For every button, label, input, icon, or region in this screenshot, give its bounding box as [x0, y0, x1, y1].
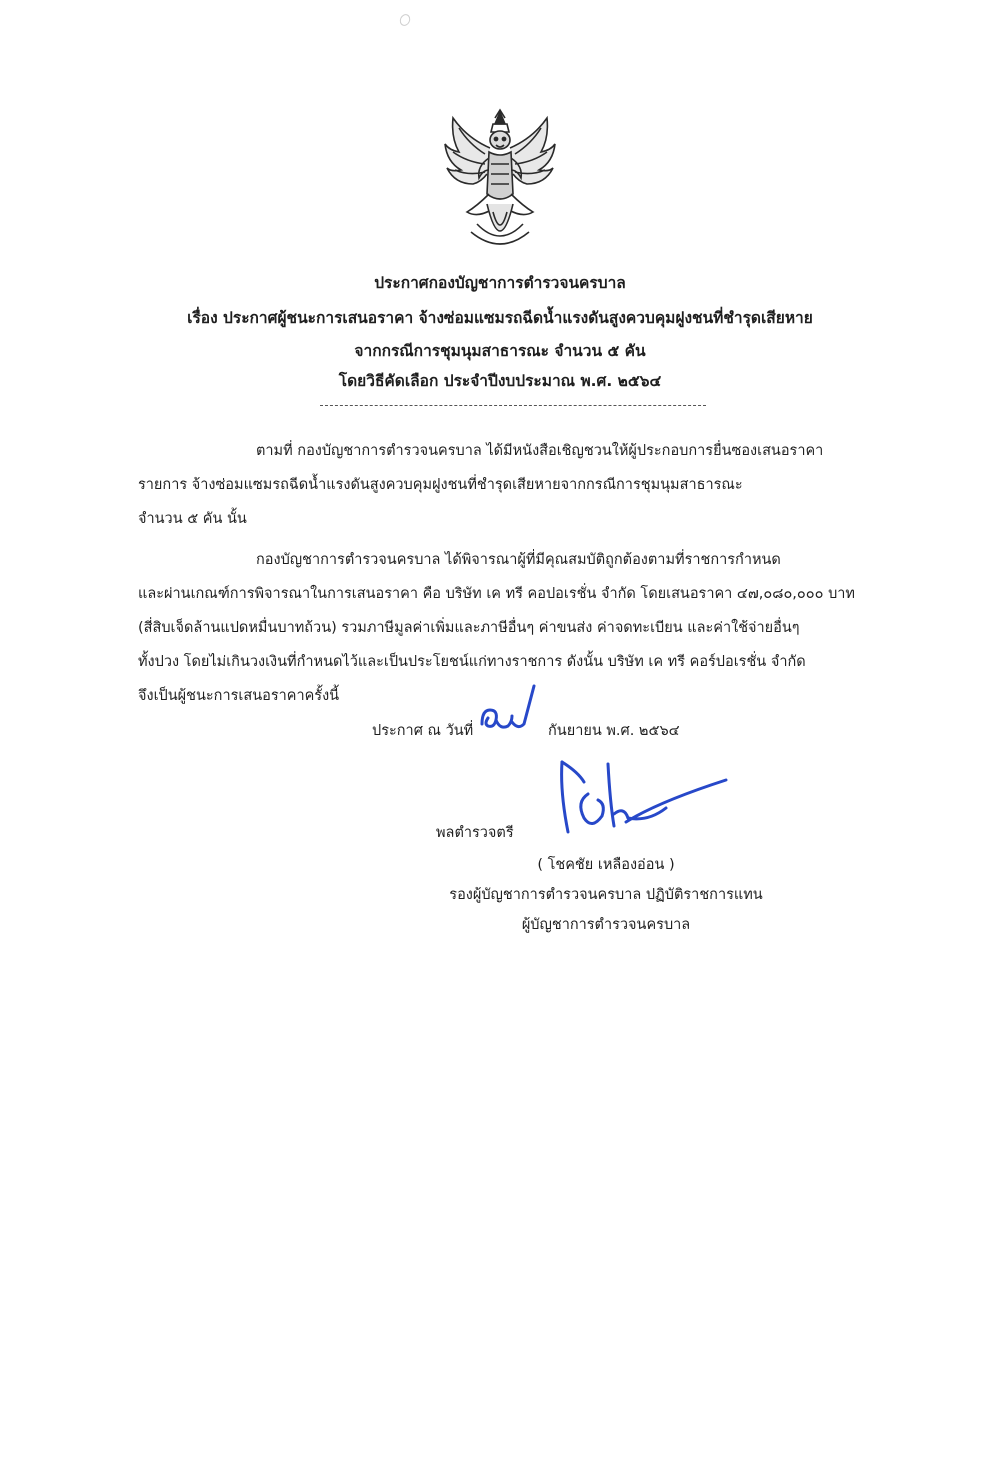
handwritten-day [478, 680, 548, 740]
paper-speck [398, 12, 412, 27]
announcement-subject-line2: จากกรณีการชุมนุมสาธารณะ จำนวน ๕ คัน [354, 342, 646, 360]
signer-rank: พลตำรวจตรี [436, 825, 514, 841]
paragraph-invitation [138, 434, 890, 536]
announcement-title: ประกาศกองบัญชาการตำรวจนครบาล [374, 274, 626, 292]
paragraph-line: (สี่สิบเจ็ดล้านแปดหมื่นบาทถ้วน) รวมภาษีมูลค่าเพิ่มและภาษีอื่นๆ ค่าขนส่ง ค่าจดทะเบียน และค่าใช้จ่ายอื่นๆ [138, 620, 800, 636]
title-divider [320, 405, 706, 406]
signer-position-line2: ผู้บัญชาการตำรวจนครบาล [521, 917, 691, 933]
signer-name: ( โชคชัย เหลืองอ่อน ) [537, 857, 675, 873]
announcement-method: โดยวิธีคัดเลือก ประจำปีงบประมาณ พ.ศ. ๒๕๖๔ [338, 372, 662, 390]
paragraph-line: รายการ จ้างซ่อมแซมรถฉีดน้ำแรงดันสูงควบคุมฝูงชนที่ชำรุดเสียหายจากกรณีการชุมนุมสาธารณะ [138, 477, 743, 493]
signer-position: รองผู้บัญชาการตำรวจนครบาล ปฏิบัติราชการแทน [449, 887, 763, 903]
paragraph-line: จำนวน ๕ คัน นั้น [138, 511, 247, 527]
paragraph-line: จึงเป็นผู้ชนะการเสนอราคาครั้งนี้ [138, 688, 340, 704]
dateline-prefix: ประกาศ ณ วันที่ [372, 723, 474, 739]
handwritten-signature [548, 752, 738, 847]
paragraph-line: และผ่านเกณฑ์การพิจารณาในการเสนอราคา คือ บริษัท เค ทรี คอปอเรชั่น จำกัด โดยเสนอราคา ๔๗,๐๘๐,๐๐๐ บาท [138, 586, 855, 602]
dateline-suffix: กันยายน พ.ศ. ๒๕๖๔ [548, 723, 680, 739]
paragraph-line: ตามที่ กองบัญชาการตำรวจนครบาล ได้มีหนังสือเชิญชวนให้ผู้ประกอบการยื่นซองเสนอราคา [256, 443, 824, 459]
announcement-subject: เรื่อง ประกาศผู้ชนะการเสนอราคา จ้างซ่อมแซมรถฉีดน้ำแรงดันสูงควบคุมฝูงชนที่ชำรุดเสียหาย [187, 309, 813, 327]
paragraph-line: ทั้งปวง โดยไม่เกินวงเงินที่กำหนดไว้และเป็นประโยชน์แก่ทางราชการ ดังนั้น บริษัท เค ทรี คอร์ปอเรชั่น จำกัด [138, 654, 806, 670]
garuda-emblem-icon [437, 108, 563, 258]
paragraph-line: กองบัญชาการตำรวจนครบาล ได้พิจารณาผู้ที่มีคุณสมบัติถูกต้องตามที่ราชการกำหนด [256, 552, 781, 568]
